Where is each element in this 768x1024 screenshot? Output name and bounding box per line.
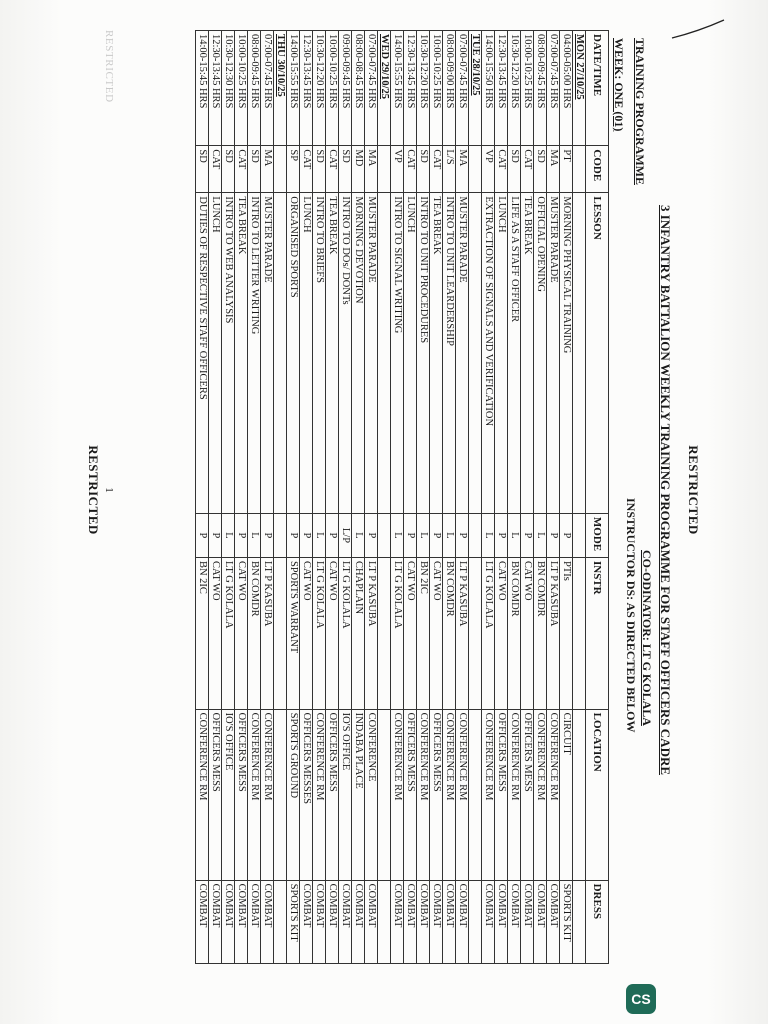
code-cell: CAT — [404, 146, 417, 193]
training-table — [195, 30, 609, 964]
mode-cell: L — [352, 513, 365, 557]
empty-cell — [573, 146, 586, 193]
lesson-cell: TEA BREAK — [521, 193, 534, 514]
lesson-cell: TEA BREAK — [326, 193, 339, 514]
table-row — [508, 31, 521, 964]
date-time-cell: 12:30-13:45 HRS — [404, 31, 417, 146]
instr-cell: LT P KASUBA — [456, 557, 469, 709]
date-time-cell: 10:30-12:20 HRS — [313, 31, 326, 146]
mode-cell: P — [495, 513, 508, 557]
lesson-cell: LUNCH — [209, 193, 222, 514]
lesson-cell: LUNCH — [404, 193, 417, 514]
empty-cell — [378, 146, 391, 193]
lesson-cell: DUTIES OF RESPECTIVE STAFF OFFICERS — [196, 193, 209, 514]
location-cell: OFFICERS MESS — [235, 709, 248, 880]
day-label: TUE 28/10/25 — [469, 31, 482, 146]
lesson-cell: INTRO TO SIGNAL WRITING — [391, 193, 404, 514]
code-cell: CAT — [495, 146, 508, 193]
code-cell: CAT — [235, 146, 248, 193]
table-row — [261, 31, 274, 964]
table-row — [404, 31, 417, 964]
code-cell: SD — [313, 146, 326, 193]
mode-cell: L — [417, 513, 430, 557]
programme-label: TRAINING PROGRAMME — [633, 38, 647, 185]
location-cell: CONFERENCE — [365, 709, 378, 880]
date-time-cell: 07:00-07:45 HRS — [365, 31, 378, 146]
column-header: LOCATION — [586, 709, 609, 880]
table-row — [313, 31, 326, 964]
code-cell: CAT — [300, 146, 313, 193]
code-cell: MA — [365, 146, 378, 193]
instr-cell: SPORTS WARRANT — [287, 557, 300, 709]
restricted-header: RESTRICTED — [686, 445, 701, 535]
code-cell: SP — [287, 146, 300, 193]
lesson-cell: LUNCH — [300, 193, 313, 514]
code-cell: CAT — [430, 146, 443, 193]
lesson-cell: MUSTER PARADE — [547, 193, 560, 514]
instr-cell: CAT WO — [209, 557, 222, 709]
empty-cell — [469, 557, 482, 709]
instructor-line: INSTRUCTOR DS: AS DIRECTED BELOW — [624, 498, 638, 733]
code-cell: L/S — [443, 146, 456, 193]
table-row — [417, 31, 430, 964]
day-row — [378, 31, 391, 964]
empty-cell — [274, 880, 287, 963]
instr-cell: CAT WO — [404, 557, 417, 709]
mode-cell: P — [404, 513, 417, 557]
mode-cell: L — [443, 513, 456, 557]
lesson-cell: ORGANISED SPORTS — [287, 193, 300, 514]
lesson-cell: INTRO TO LETTER WRITING — [248, 193, 261, 514]
lesson-cell: EXTRACTION OF SIGNALS AND VERIFICATION — [482, 193, 495, 514]
mode-cell: P — [560, 513, 573, 557]
code-cell: SD — [222, 146, 235, 193]
mode-cell: P — [547, 513, 560, 557]
table-row — [365, 31, 378, 964]
empty-cell — [378, 193, 391, 514]
code-cell: SD — [508, 146, 521, 193]
empty-cell — [469, 146, 482, 193]
dress-cell: COMBAT — [209, 880, 222, 963]
column-header: DATE/TIME — [586, 31, 609, 146]
mode-cell: P — [209, 513, 222, 557]
mode-cell: P — [261, 513, 274, 557]
lesson-cell: INTRO TO DOs/ DONTs — [339, 193, 352, 514]
lesson-cell: TEA BREAK — [430, 193, 443, 514]
instr-cell: CAT WO — [300, 557, 313, 709]
lesson-cell: MORNING PHYSICAL TRAINING — [560, 193, 573, 514]
dress-cell: COMBAT — [430, 880, 443, 963]
instr-cell: CAT WO — [521, 557, 534, 709]
lesson-cell: INTRO TO WEB ANALYSIS — [222, 193, 235, 514]
day-row — [274, 31, 287, 964]
lesson-cell: INTRO TO BRIEFS — [313, 193, 326, 514]
table-row — [326, 31, 339, 964]
dress-cell: COMBAT — [404, 880, 417, 963]
lesson-cell: LIFE AS A STAFF OFFICER — [508, 193, 521, 514]
dress-cell: COMBAT — [495, 880, 508, 963]
lesson-cell: INTRO TO UNIT LEARDERSHIP — [443, 193, 456, 514]
dress-cell: COMBAT — [443, 880, 456, 963]
instr-cell: CAT WO — [235, 557, 248, 709]
date-time-cell: 08:00-08:45 HRS — [352, 31, 365, 146]
dress-cell: COMBAT — [482, 880, 495, 963]
week-label: WEEK: ONE (01) — [612, 38, 626, 132]
table-row — [248, 31, 261, 964]
location-cell: INDABA PLACE — [352, 709, 365, 880]
lesson-cell: TEA BREAK — [235, 193, 248, 514]
code-cell: MA — [261, 146, 274, 193]
date-time-cell: 14:00-15:55 HRS — [391, 31, 404, 146]
dress-cell: SPORTS KIT — [287, 880, 300, 963]
day-row — [469, 31, 482, 964]
mode-cell: P — [287, 513, 300, 557]
code-cell: CAT — [326, 146, 339, 193]
empty-cell — [573, 709, 586, 880]
location-cell: OFFICERS MESS — [521, 709, 534, 880]
location-cell: CONFERENCE RM — [261, 709, 274, 880]
date-time-cell: 10:00-10:25 HRS — [326, 31, 339, 146]
empty-cell — [378, 709, 391, 880]
instr-cell: CAT WO — [430, 557, 443, 709]
dress-cell: COMBAT — [261, 880, 274, 963]
instr-cell: LT G KOLALA — [391, 557, 404, 709]
empty-cell — [469, 709, 482, 880]
table-row — [391, 31, 404, 964]
date-time-cell: 10:00-10:25 HRS — [235, 31, 248, 146]
dress-cell: COMBAT — [300, 880, 313, 963]
table-row — [495, 31, 508, 964]
faint-restricted-stamp: RESTRICTED — [103, 30, 115, 103]
mode-cell: L — [222, 513, 235, 557]
location-cell: CIRCUIT — [560, 709, 573, 880]
mode-cell: P — [235, 513, 248, 557]
code-cell: VP — [482, 146, 495, 193]
dress-cell: COMBAT — [547, 880, 560, 963]
mode-cell: L — [313, 513, 326, 557]
location-cell: IO'S OFFICE — [339, 709, 352, 880]
table-row — [352, 31, 365, 964]
table-row — [430, 31, 443, 964]
mode-cell: L — [248, 513, 261, 557]
table-row — [534, 31, 547, 964]
mode-cell: P — [196, 513, 209, 557]
location-cell: OFFICERS MESSES — [300, 709, 313, 880]
mode-cell: L/P — [339, 513, 352, 557]
document-sheet — [25, 0, 715, 990]
dress-cell: COMBAT — [521, 880, 534, 963]
date-time-cell: 07:00-07:45 HRS — [456, 31, 469, 146]
location-cell: CONFERENCE RM — [391, 709, 404, 880]
dress-cell: COMBAT — [534, 880, 547, 963]
empty-cell — [469, 193, 482, 514]
lesson-cell: INTRO TO UNIT PROCEDURES — [417, 193, 430, 514]
empty-cell — [469, 513, 482, 557]
camscanner-badge-icon: CS — [626, 984, 656, 1014]
table-header-row — [586, 31, 609, 964]
dress-cell: COMBAT — [196, 880, 209, 963]
code-cell: MD — [352, 146, 365, 193]
dress-cell: COMBAT — [326, 880, 339, 963]
code-cell: CAT — [209, 146, 222, 193]
mode-cell: L — [391, 513, 404, 557]
dress-cell: COMBAT — [417, 880, 430, 963]
instr-cell: BN 2IC — [196, 557, 209, 709]
empty-cell — [378, 557, 391, 709]
table-row — [560, 31, 573, 964]
empty-cell — [274, 709, 287, 880]
column-header: LESSON — [586, 193, 609, 514]
mode-cell: P — [430, 513, 443, 557]
table-row — [443, 31, 456, 964]
instr-cell: CHAPLAIN — [352, 557, 365, 709]
day-label: MON 27/10/25 — [573, 31, 586, 146]
code-cell: SD — [248, 146, 261, 193]
day-row — [573, 31, 586, 964]
table-row — [547, 31, 560, 964]
code-cell: SD — [534, 146, 547, 193]
date-time-cell: 14:00-15:50 HRS — [482, 31, 495, 146]
dress-cell: SPORTS KIT — [560, 880, 573, 963]
coordinator-line: CO-ODINATOR: LT G KOLALA — [640, 550, 654, 726]
day-label: THU 30/10/25 — [274, 31, 287, 146]
location-cell: CONFERENCE RM — [196, 709, 209, 880]
empty-cell — [573, 557, 586, 709]
date-time-cell: 08:00-09:00 HRS — [443, 31, 456, 146]
instr-cell: LT P KASUBA — [547, 557, 560, 709]
document-title: 3 INFANTRY BATTALION WEEKLY TRAINING PROGRAMME FOR STAFF OFFICERS CADRE — [658, 204, 673, 776]
location-cell: OFFICERS MESS — [495, 709, 508, 880]
location-cell: OFFICERS MESS — [404, 709, 417, 880]
lesson-cell: MUSTER PARADE — [456, 193, 469, 514]
lesson-cell: LUNCH — [495, 193, 508, 514]
date-time-cell: 10:00-10:25 HRS — [521, 31, 534, 146]
page-number: 1 — [103, 487, 115, 493]
code-cell: SD — [339, 146, 352, 193]
instr-cell: LT G KOLALA — [313, 557, 326, 709]
date-time-cell: 10:30-12:20 HRS — [508, 31, 521, 146]
instr-cell: LT G KOLALA — [222, 557, 235, 709]
dress-cell: COMBAT — [235, 880, 248, 963]
empty-cell — [378, 880, 391, 963]
code-cell: SD — [196, 146, 209, 193]
date-time-cell: 10:30-12:30 HRS — [222, 31, 235, 146]
dress-cell: COMBAT — [508, 880, 521, 963]
day-label: WED 29/10/25 — [378, 31, 391, 146]
empty-cell — [469, 880, 482, 963]
instr-cell: LT P KASUBA — [261, 557, 274, 709]
column-header: MODE — [586, 513, 609, 557]
date-time-cell: 10:00-10:25 HRS — [430, 31, 443, 146]
column-header: DRESS — [586, 880, 609, 963]
mode-cell: P — [456, 513, 469, 557]
location-cell: CONFERENCE RM — [547, 709, 560, 880]
dress-cell: COMBAT — [339, 880, 352, 963]
location-cell: OFFICERS MESS — [430, 709, 443, 880]
location-cell: SPORTS GROUND — [287, 709, 300, 880]
table-row — [456, 31, 469, 964]
mode-cell: L — [482, 513, 495, 557]
location-cell: CONFERENCE RM — [417, 709, 430, 880]
mode-cell: L — [508, 513, 521, 557]
table-row — [482, 31, 495, 964]
table-row — [521, 31, 534, 964]
date-time-cell: 08:00-09:45 HRS — [534, 31, 547, 146]
empty-cell — [274, 557, 287, 709]
mode-cell: P — [365, 513, 378, 557]
empty-cell — [573, 513, 586, 557]
empty-cell — [274, 513, 287, 557]
instr-cell: BN COMDR — [248, 557, 261, 709]
code-cell: CAT — [521, 146, 534, 193]
date-time-cell: 14:00-15:55 HRS — [287, 31, 300, 146]
code-cell: SD — [417, 146, 430, 193]
mode-cell: P — [300, 513, 313, 557]
date-time-cell: 12:30-13:45 HRS — [300, 31, 313, 146]
mode-cell: P — [326, 513, 339, 557]
code-cell: VP — [391, 146, 404, 193]
location-cell: CONFERENCE RM — [482, 709, 495, 880]
dress-cell: COMBAT — [391, 880, 404, 963]
dress-cell: COMBAT — [352, 880, 365, 963]
mode-cell: P — [521, 513, 534, 557]
location-cell: CONFERENCE RM — [248, 709, 261, 880]
table-row — [235, 31, 248, 964]
table-row — [287, 31, 300, 964]
date-time-cell: 12:30-13:45 HRS — [495, 31, 508, 146]
empty-cell — [573, 193, 586, 514]
dress-cell: COMBAT — [456, 880, 469, 963]
instr-cell: BN COMDR — [443, 557, 456, 709]
date-time-cell: 09:00-09:45 HRS — [339, 31, 352, 146]
mode-cell: L — [534, 513, 547, 557]
restricted-footer: RESTRICTED — [86, 445, 101, 535]
instr-cell: BN COMDR — [534, 557, 547, 709]
lesson-cell: OFFICIAL OPENING — [534, 193, 547, 514]
dress-cell: COMBAT — [248, 880, 261, 963]
location-cell: CONFERENCE RM — [534, 709, 547, 880]
instr-cell: LT P KASUBA — [365, 557, 378, 709]
instr-cell: LT G KOLALA — [339, 557, 352, 709]
code-cell: PT — [560, 146, 573, 193]
instr-cell: CAT WO — [326, 557, 339, 709]
instr-cell: BN COMDR — [508, 557, 521, 709]
date-time-cell: 08:00-09:45 HRS — [248, 31, 261, 146]
column-header: CODE — [586, 146, 609, 193]
location-cell: IO'S OFFICE — [222, 709, 235, 880]
instr-cell: LT G KOLALA — [482, 557, 495, 709]
lesson-cell: MUSTER PARADE — [365, 193, 378, 514]
code-cell: MA — [547, 146, 560, 193]
table-body — [196, 31, 586, 964]
location-cell: CONFERENCE RM — [313, 709, 326, 880]
table-row — [196, 31, 209, 964]
column-header: INSTR — [586, 557, 609, 709]
location-cell: CONFERENCE RM — [456, 709, 469, 880]
empty-cell — [274, 193, 287, 514]
table-row — [209, 31, 222, 964]
location-cell: OFFICERS MESS — [326, 709, 339, 880]
instr-cell: PTIs — [560, 557, 573, 709]
date-time-cell: 14:00-15:45 HRS — [196, 31, 209, 146]
dress-cell: COMBAT — [313, 880, 326, 963]
empty-cell — [573, 880, 586, 963]
table-row — [339, 31, 352, 964]
instr-cell: CAT WO — [495, 557, 508, 709]
lesson-cell: MUSTER PARADE — [261, 193, 274, 514]
instr-cell: BN 2IC — [417, 557, 430, 709]
empty-cell — [274, 146, 287, 193]
location-cell: CONFERENCE RM — [443, 709, 456, 880]
date-time-cell: 12:30-13:45 HRS — [209, 31, 222, 146]
location-cell: CONFERENCE RM — [508, 709, 521, 880]
empty-cell — [378, 513, 391, 557]
table-row — [222, 31, 235, 964]
lesson-cell: MORNING DEVOTION — [352, 193, 365, 514]
date-time-cell: 10:30-12:20 HRS — [417, 31, 430, 146]
table-row — [300, 31, 313, 964]
code-cell: MA — [456, 146, 469, 193]
date-time-cell: 04:00-05:00 HRS — [560, 31, 573, 146]
date-time-cell: 07:00-07:45 HRS — [547, 31, 560, 146]
dress-cell: COMBAT — [222, 880, 235, 963]
location-cell: OFFICERS MESS — [209, 709, 222, 880]
dress-cell: COMBAT — [365, 880, 378, 963]
date-time-cell: 07:00-07:45 HRS — [261, 31, 274, 146]
